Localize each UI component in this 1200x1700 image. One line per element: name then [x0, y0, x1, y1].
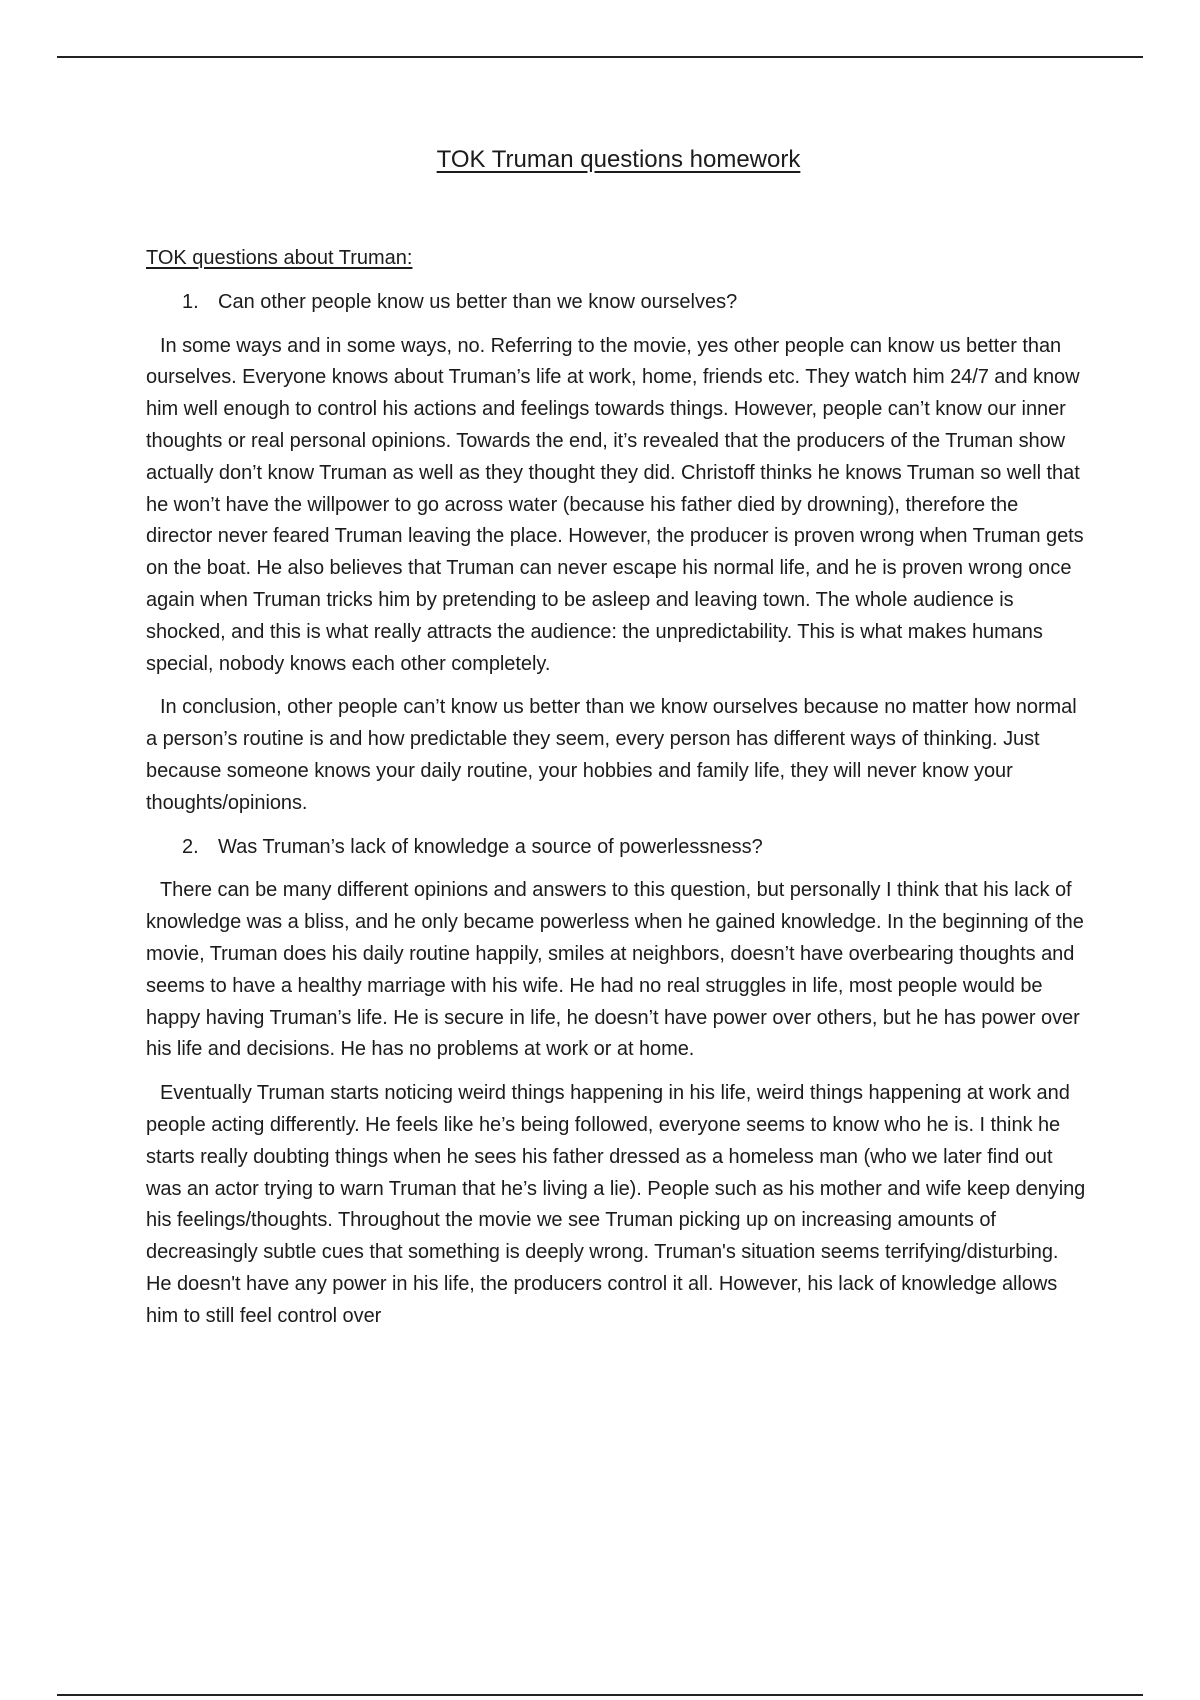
answer-paragraph: In conclusion, other people can’t know us better than we know ourselves because no matter how normal a person’s routine is and how predictable they seem, every person has different ways of thinking. Just because someone knows your daily routine, your hobbies and family life, they will never know your thoughts/opinions. [146, 696, 1077, 814]
question-number: 1. [182, 290, 199, 313]
question-number: 2. [182, 835, 199, 858]
section-subheading: TOK questions about Truman: [146, 247, 413, 269]
bottom-rule [57, 1694, 1143, 1696]
question-2 [182, 832, 1086, 864]
question-text: Was Truman’s lack of knowledge a source of powerlessness? [218, 835, 763, 858]
answer-paragraph: In some ways and in some ways, no. Referring to the movie, yes other people can know us better than ourselves. Everyone knows about Truman’s life at work, home, friends etc. They watch him 24/7 and know him well enough to control his actions and feelings towards things. However, people can’t know our inner thoughts or real personal opinions. Towards the end, it’s revealed that the producers of the Truman show actually don’t know Truman as well as they thought they did. Christoff thinks he knows Truman so well that he won’t have the willpower to go across water (because his father died by drowning), therefore the director never feared Truman leaving the place. However, the producer is proven wrong when Truman gets on the boat. He also believes that Truman can never escape his normal life, and he is proven wrong once again when Truman tricks him by pretending to be asleep and leaving town. The whole audience is shocked, and this is what really attracts the audience: the unpredictability. This is what makes humans special, nobody knows each other completely. [146, 334, 1084, 675]
document-body [146, 243, 1086, 1345]
answer-paragraph: There can be many different opinions and answers to this question, but personally I think that his lack of knowledge was a bliss, and he only became powerless when he gained knowledge. In the beginning of the movie, Truman does his daily routine happily, smiles at neighbors, doesn’t have overbearing thoughts and seems to have a healthy marriage with his wife. He had no real struggles in life, most people would be happy having Truman’s life. He is secure in life, he doesn’t have power over others, but he has power over his life and decisions. He has no problems at work or at home. [146, 879, 1084, 1061]
question-text: Can other people know us better than we know ourselves? [218, 290, 738, 313]
top-rule [57, 56, 1143, 58]
answer-paragraph: Eventually Truman starts noticing weird things happening in his life, weird things happening at work and people acting differently. He feels like he’s being followed, everyone seems to know who he is. I think he starts really doubting things when he sees his father dressed as a homeless man (who we later find out was an actor trying to warn Truman that he’s living a lie). People such as his mother and wife keep denying his feelings/thoughts. Throughout the movie we see Truman picking up on increasing amounts of decreasingly subtle cues that something is deeply wrong. Truman's situation seems terrifying/disturbing. He doesn't have any power in his life, the producers control it all. However, his lack of knowledge allows him to still feel control over [146, 1082, 1086, 1327]
question-1 [182, 287, 1086, 319]
page-title: TOK Truman questions homework [436, 146, 801, 173]
